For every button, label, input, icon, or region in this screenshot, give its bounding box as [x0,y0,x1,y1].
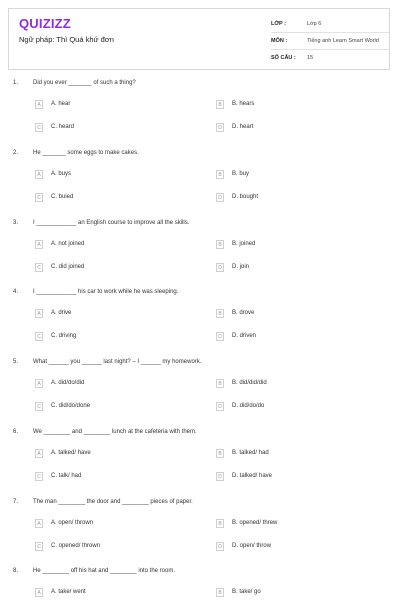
meta-value: Lớp 6 [307,21,322,27]
option-text: D. join [232,264,250,270]
question-text: He ________ off his hat and ________ into the room. [33,568,175,574]
question-number: 2. [13,150,19,156]
option-letter-box: A [35,100,43,109]
option-letter-box: C [35,472,43,481]
option-letter-box: B [216,588,224,597]
question-text: I ____________ his car to work while he was sleeping. [33,289,179,295]
option-letter-box: D [216,472,224,481]
option-text: A. hear [51,101,71,107]
question-number: 6. [13,429,19,435]
option-text: C. did/do/done [51,403,91,409]
option-text: B. opened/ threw [232,520,278,526]
option-letter-box: A [35,449,43,458]
quizizz-logo: QUIZIZZ [19,16,71,31]
option-text: C. talk/ had [51,473,82,479]
question-number: 7. [13,499,19,505]
option-letter-box: A [35,519,43,528]
option-text: A. take/ went [51,589,86,595]
option-text: D. heart [232,124,254,130]
question-text: He _______ some eggs to make cakes. [33,150,139,156]
option-text: A. talked/ have [51,450,91,456]
option-letter-box: C [35,332,43,341]
meta-value: Tiếng anh Learn Smart World [307,38,379,44]
question-number: 3. [13,220,19,226]
option-text: B. buy [232,171,250,177]
worksheet-title: Ngữ pháp: Thì Quá khứ đơn [19,35,114,44]
worksheet-header [8,8,390,70]
option-text: B. drove [232,310,255,316]
option-text: A. did/do/did [51,380,85,386]
option-text: D. talked/ have [232,473,273,479]
option-letter-box: D [216,402,224,411]
option-text: B. did/did/did [232,380,267,386]
option-letter-box: D [216,542,224,551]
option-letter-box: D [216,193,224,202]
option-letter-box: B [216,449,224,458]
meta-row-subject [271,33,389,50]
meta-label: SỐ CÂU : [271,55,296,61]
option-letter-box: A [35,309,43,318]
question-text: Did you ever _______ of such a thing? [33,80,136,86]
option-letter-box: D [216,263,224,272]
option-text: D. did/do/do [232,403,265,409]
option-letter-box: A [35,170,43,179]
option-text: D. driven [232,333,257,339]
option-letter-box: C [35,263,43,272]
option-text: A. open/ thrown [51,520,94,526]
option-text: B. joined [232,241,256,247]
option-letter-box: C [35,542,43,551]
option-text: B. take/ go [232,589,261,595]
option-text: D. open/ throw [232,543,272,549]
option-text: A. drive [51,310,72,316]
option-letter-box: A [35,379,43,388]
option-text: A. not joined [51,241,85,247]
option-letter-box: B [216,519,224,528]
question-text: I ____________ an English course to improve all the skills. [33,220,190,226]
meta-row-question-count [271,50,389,66]
option-letter-box: B [216,309,224,318]
question-text: We ________ and ________ lunch at the cafeteria with them. [33,429,197,435]
meta-label: MÔN : [271,38,288,44]
meta-row-class [271,16,389,33]
option-text: B. hears [232,101,255,107]
option-letter-box: C [35,123,43,132]
option-text: C. did joined [51,264,85,270]
option-text: C. driving [51,333,77,339]
option-letter-box: B [216,100,224,109]
option-letter-box: D [216,123,224,132]
meta-label: LỚP : [271,21,286,27]
option-letter-box: B [216,170,224,179]
option-text: C. opened/ thrown [51,543,101,549]
question-number: 8. [13,568,19,574]
option-text: A. buys [51,171,72,177]
option-text: C. heard [51,124,75,130]
question-number: 1. [13,80,19,86]
option-letter-box: B [216,240,224,249]
option-letter-box: D [216,332,224,341]
question-number: 5. [13,359,19,365]
option-letter-box: A [35,240,43,249]
option-letter-box: C [35,402,43,411]
question-text: The man ________ the door and ________ pieces of paper. [33,499,193,505]
option-text: C. buied [51,194,74,200]
option-letter-box: C [35,193,43,202]
meta-value: 15 [307,55,314,61]
question-text: What ______ you ______ last night? – I ______ my homework. [33,359,202,365]
question-number: 4. [13,289,19,295]
option-text: D. bought [232,194,259,200]
option-letter-box: B [216,379,224,388]
option-letter-box: A [35,588,43,597]
worksheet-meta [271,16,389,66]
option-text: B. talked/ had [232,450,269,456]
